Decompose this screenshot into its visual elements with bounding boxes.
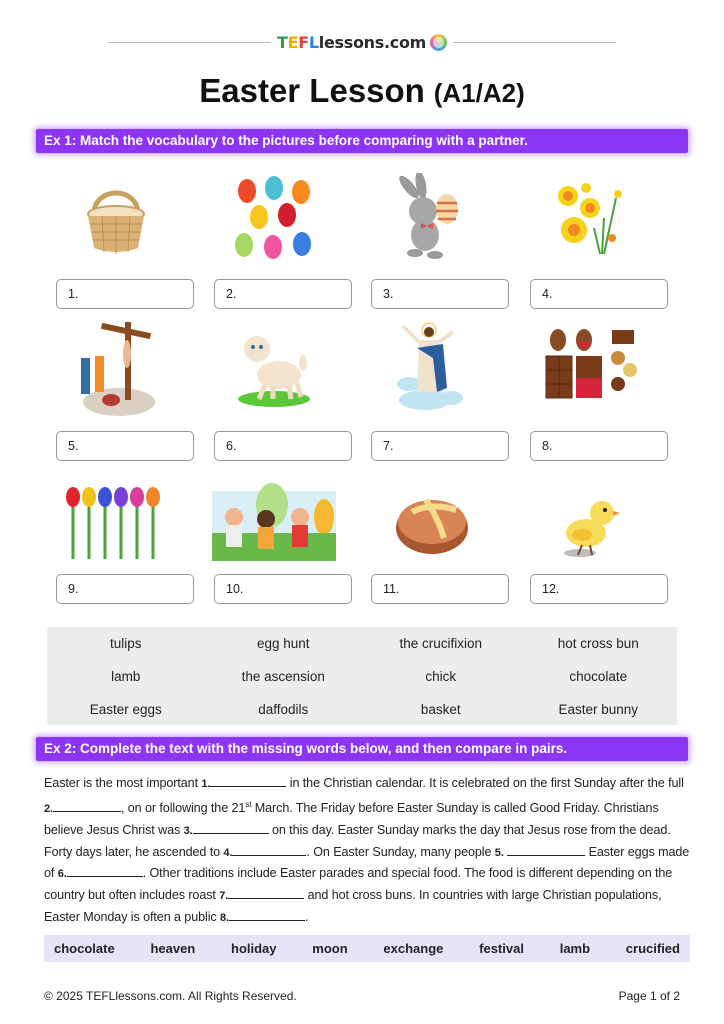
header-divider-left — [108, 42, 271, 43]
vocab-word: tulips — [109, 636, 142, 651]
chick-picture — [520, 473, 660, 573]
answer-box-2[interactable]: 2. — [214, 279, 352, 309]
vocab-word: chocolate — [569, 669, 628, 684]
logo-letter-l: L — [308, 32, 319, 52]
title-main: Easter Lesson — [199, 72, 425, 109]
word-bank — [44, 935, 690, 962]
gap-number: 7. — [219, 890, 229, 903]
logo-letter-t: T — [276, 32, 288, 52]
easter-eggs-picture — [204, 168, 344, 268]
exercise-1-instruction: Ex 1: Match the vocabulary to the pictures before comparing with a partner. — [36, 129, 688, 153]
picture-cell-4 — [520, 168, 660, 268]
picture-cell-2 — [204, 168, 344, 268]
word-bank-item: chocolate — [54, 941, 115, 956]
globe-icon — [430, 34, 447, 51]
answer-box-5[interactable]: 5. — [56, 431, 194, 461]
passage-text: on this day. Easter Sunday marks the day that Jesus rose from the dead. Forty days later, he ascended to — [44, 822, 671, 859]
tulips-picture — [46, 473, 186, 573]
gap-number: 3. — [183, 824, 193, 837]
site-logo — [271, 33, 453, 52]
vocab-word: Easter bunny — [558, 702, 639, 717]
gap-fill-passage — [44, 773, 690, 929]
gap-number: 5. — [494, 846, 504, 859]
gap-blank-3[interactable] — [193, 822, 269, 834]
vocab-word: daffodils — [258, 702, 309, 717]
picture-cell-8 — [520, 318, 660, 418]
passage-text: , on or following the 21 — [120, 800, 246, 815]
picture-cell-3 — [362, 168, 502, 268]
vocab-word: hot cross bun — [557, 636, 639, 651]
gap-number: 6. — [57, 868, 67, 881]
egg-hunt-picture — [204, 473, 344, 573]
answer-box-11[interactable]: 11. — [371, 574, 509, 604]
gap-blank-5[interactable] — [507, 844, 585, 856]
vocab-word: the ascension — [241, 669, 325, 684]
answer-box-1[interactable]: 1. — [56, 279, 194, 309]
superscript: st — [245, 799, 252, 809]
passage-text: . On Easter Sunday, many people — [306, 844, 495, 859]
easter-bunny-picture — [362, 168, 502, 268]
logo-text: lessons.com — [318, 32, 427, 52]
word-bank-item: exchange — [383, 941, 444, 956]
daffodils-picture — [520, 168, 660, 268]
basket-picture — [46, 168, 186, 268]
passage-text: . Other traditions include Easter parades and special food. The food is different depending on the country but often includes roast — [44, 866, 673, 903]
header-divider-right — [453, 42, 616, 43]
word-bank-item: lamb — [559, 941, 591, 956]
logo-letter-e: E — [287, 32, 299, 52]
exercise-2-instruction: Ex 2: Complete the text with the missing words below, and then compare in pairs. — [36, 737, 688, 761]
vocab-word: chick — [425, 669, 457, 684]
gap-number: 1. — [201, 778, 211, 790]
answer-box-12[interactable]: 12. — [530, 574, 668, 604]
picture-cell-10 — [204, 473, 344, 573]
picture-cell-9 — [46, 473, 186, 573]
gap-blank-7[interactable] — [228, 887, 304, 899]
passage-text: Easter is the most important — [44, 776, 202, 790]
gap-number: 4. — [223, 846, 233, 859]
chocolate-picture — [520, 318, 660, 418]
vocab-word: lamb — [111, 669, 141, 684]
gap-blank-2[interactable] — [53, 800, 121, 812]
picture-cell-5 — [46, 318, 186, 418]
answer-box-6[interactable]: 6. — [214, 431, 352, 461]
vocab-word: the crucifixion — [399, 636, 483, 651]
picture-cell-1 — [46, 168, 186, 268]
passage-text: March. The Friday before Easter Sunday is called Good Friday. Christians believe Jesus Christ was — [44, 800, 659, 837]
page-number: Page 1 of 2 — [618, 989, 680, 1003]
gap-blank-1[interactable] — [210, 775, 286, 787]
copyright-notice: © 2025 TEFLlessons.com. All Rights Reserved. — [44, 989, 297, 1003]
passage-text: and hot cross buns. In countries with large Christian populations, Easter Monday is often a public — [44, 888, 662, 924]
vocab-word: Easter eggs — [89, 702, 162, 717]
picture-cell-11 — [362, 473, 502, 573]
answer-box-10[interactable]: 10. — [214, 574, 352, 604]
ascension-picture — [362, 318, 502, 418]
gap-blank-6[interactable] — [67, 865, 143, 877]
passage-text: Easter eggs made of — [44, 844, 690, 881]
word-bank-item: moon — [312, 941, 348, 956]
picture-cell-7 — [362, 318, 502, 418]
word-bank-item: crucified — [625, 941, 680, 956]
picture-cell-6 — [204, 318, 344, 418]
word-bank-item: festival — [479, 941, 524, 956]
hot-cross-bun-picture — [362, 473, 502, 573]
passage-text: in the Christian calendar. It is celebrated on the first Sunday after the full — [286, 776, 684, 790]
answer-box-3[interactable]: 3. — [371, 279, 509, 309]
gap-number: 2. — [44, 802, 53, 815]
logo-letter-f: F — [298, 32, 309, 52]
answer-box-4[interactable]: 4. — [530, 279, 668, 309]
vocabulary-box — [47, 627, 677, 725]
vocab-word: egg hunt — [256, 636, 310, 651]
title-level: (A1/A2) — [433, 78, 525, 108]
answer-box-8[interactable]: 8. — [530, 431, 668, 461]
answer-box-7[interactable]: 7. — [371, 431, 509, 461]
word-bank-item: holiday — [231, 941, 277, 956]
gap-blank-8[interactable] — [229, 909, 305, 921]
page-title — [0, 72, 724, 110]
answer-box-9[interactable]: 9. — [56, 574, 194, 604]
site-header — [108, 30, 616, 54]
picture-cell-12 — [520, 473, 660, 573]
passage-text: . — [305, 909, 309, 924]
word-bank-item: heaven — [150, 941, 196, 956]
gap-blank-4[interactable] — [232, 844, 306, 856]
vocab-word: basket — [420, 702, 461, 717]
lamb-picture — [204, 318, 344, 418]
crucifixion-picture — [46, 318, 186, 418]
gap-number: 8. — [220, 911, 229, 924]
